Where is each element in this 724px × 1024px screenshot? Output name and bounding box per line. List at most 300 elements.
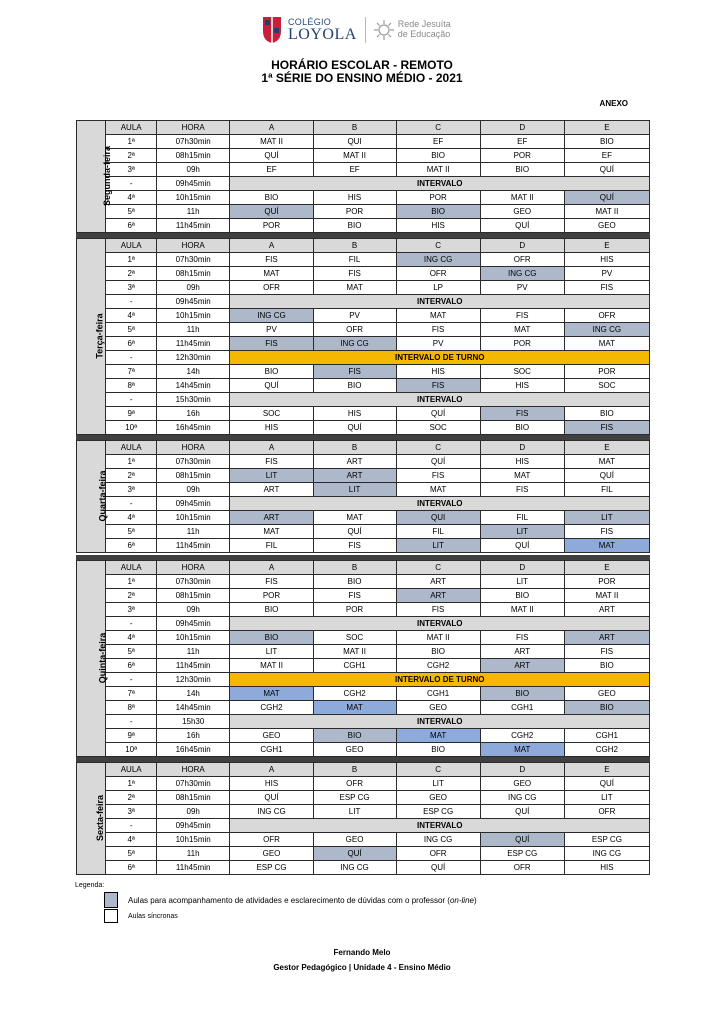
lesson-number: 2ª xyxy=(106,149,156,163)
table-row xyxy=(77,379,650,393)
column-header: AULA xyxy=(106,239,156,253)
subject-cell: HIS xyxy=(313,191,396,205)
lesson-number: 6ª xyxy=(106,539,156,553)
lesson-number: 4ª xyxy=(106,191,156,205)
subject-cell: OFR xyxy=(313,323,396,337)
subject-cell: QUÍ xyxy=(564,469,649,483)
subject-cell: OFR xyxy=(564,805,649,819)
lesson-time: 11h45min xyxy=(156,659,230,673)
subject-cell: MAT II xyxy=(480,191,564,205)
lesson-number: 2ª xyxy=(106,469,156,483)
subject-cell: FIS xyxy=(313,589,396,603)
subject-cell: EF xyxy=(564,149,649,163)
logo-divider xyxy=(365,17,366,43)
table-row xyxy=(77,323,650,337)
sun-emblem-icon xyxy=(374,20,394,40)
lesson-time: 11h xyxy=(156,323,230,337)
column-header: E xyxy=(564,121,649,135)
table-row xyxy=(77,861,650,875)
school-logo xyxy=(262,13,451,47)
subject-cell: CGH2 xyxy=(313,687,396,701)
lesson-time: 14h xyxy=(156,365,230,379)
subject-cell: QUÍ xyxy=(564,163,649,177)
subject-cell: POR xyxy=(313,603,396,617)
subject-cell: SOC xyxy=(230,407,313,421)
table-row xyxy=(77,351,650,365)
subject-cell: MAT II xyxy=(480,603,564,617)
subject-cell: ART xyxy=(230,511,313,525)
table-row xyxy=(77,539,650,553)
lesson-number: - xyxy=(106,617,156,631)
lesson-number: 3ª xyxy=(106,483,156,497)
subject-cell: BIO xyxy=(313,729,396,743)
table-row xyxy=(77,309,650,323)
lesson-number: 7ª xyxy=(106,687,156,701)
subject-cell: FIS xyxy=(480,483,564,497)
subject-cell: ING CG xyxy=(313,337,396,351)
column-header: HORA xyxy=(156,441,230,455)
day-name: Terça-feira xyxy=(94,313,105,359)
lesson-number: - xyxy=(106,819,156,833)
column-header: HORA xyxy=(156,239,230,253)
legend-swatch-async xyxy=(104,892,118,908)
section-divider xyxy=(76,757,650,762)
schedule-table xyxy=(76,440,650,553)
lesson-number: 2ª xyxy=(106,589,156,603)
table-row xyxy=(77,847,650,861)
subject-cell: ING CG xyxy=(230,309,313,323)
subject-cell: POR xyxy=(564,575,649,589)
day-name: Segunda-feira xyxy=(102,145,113,207)
legend-swatch-sync xyxy=(104,909,118,923)
lesson-time: 09h45min xyxy=(156,497,230,511)
lesson-time: 11h45min xyxy=(156,337,230,351)
subject-cell: CGH2 xyxy=(230,701,313,715)
subject-cell: MAT II xyxy=(230,135,313,149)
column-header: B xyxy=(313,763,396,777)
subject-cell: CGH1 xyxy=(564,729,649,743)
lesson-number: 6ª xyxy=(106,861,156,875)
table-row xyxy=(77,511,650,525)
lesson-time: 07h30min xyxy=(156,135,230,149)
subject-cell: MAT xyxy=(564,539,649,553)
legend-item-sync xyxy=(104,909,178,923)
table-row xyxy=(77,673,650,687)
subject-cell: MAT xyxy=(396,483,480,497)
subject-cell: BIO xyxy=(480,687,564,701)
subject-cell: CGH2 xyxy=(396,659,480,673)
subject-cell: ESP CG xyxy=(396,805,480,819)
subject-cell: QUÍ xyxy=(313,847,396,861)
table-row xyxy=(77,687,650,701)
subject-cell: SOC xyxy=(396,421,480,435)
table-row xyxy=(77,497,650,511)
day-label xyxy=(77,763,106,875)
subject-cell: FIS xyxy=(230,337,313,351)
table-row xyxy=(77,393,650,407)
subject-cell: HIS xyxy=(564,253,649,267)
subject-cell: FIL xyxy=(480,511,564,525)
subject-cell: HIS xyxy=(396,365,480,379)
schedule-table xyxy=(76,120,650,233)
table-row xyxy=(77,791,650,805)
subject-cell: EF xyxy=(480,135,564,149)
subject-cell: EF xyxy=(396,135,480,149)
header-row xyxy=(77,441,650,455)
lesson-time: 11h45min xyxy=(156,539,230,553)
subject-cell: ART xyxy=(564,603,649,617)
subject-cell: FIS xyxy=(313,267,396,281)
column-header: D xyxy=(480,121,564,135)
header-row xyxy=(77,239,650,253)
lesson-time: 11h45min xyxy=(156,219,230,233)
lesson-time: 07h30min xyxy=(156,575,230,589)
lesson-time: 08h15min xyxy=(156,589,230,603)
subject-cell: QUÍ xyxy=(396,455,480,469)
subject-cell: ING CG xyxy=(230,805,313,819)
lesson-time: 10h15min xyxy=(156,511,230,525)
subject-cell: FIL xyxy=(564,483,649,497)
lesson-time: 12h30min xyxy=(156,673,230,687)
subject-cell: MAT xyxy=(480,323,564,337)
subject-cell: ART xyxy=(480,659,564,673)
subject-cell: OFR xyxy=(230,281,313,295)
subject-cell: BIO xyxy=(230,191,313,205)
subject-cell: GEO xyxy=(230,729,313,743)
day-label xyxy=(77,441,106,553)
column-header: E xyxy=(564,561,649,575)
subject-cell: MAT xyxy=(230,267,313,281)
column-header: C xyxy=(396,561,480,575)
subject-cell: ART xyxy=(564,631,649,645)
section-divider xyxy=(76,233,650,238)
lesson-time: 14h xyxy=(156,687,230,701)
logo-line1: COLÉGIO xyxy=(288,16,332,27)
lesson-time: 09h xyxy=(156,805,230,819)
network-logo xyxy=(374,20,451,40)
lesson-time: 11h45min xyxy=(156,861,230,875)
table-row xyxy=(77,729,650,743)
lesson-number: 4ª xyxy=(106,631,156,645)
lesson-number: 6ª xyxy=(106,659,156,673)
table-row xyxy=(77,617,650,631)
column-header: D xyxy=(480,441,564,455)
subject-cell: PV xyxy=(313,309,396,323)
subject-cell: QUÍ xyxy=(564,191,649,205)
subject-cell: GEO xyxy=(396,701,480,715)
column-header: AULA xyxy=(106,763,156,777)
break-cell: INTERVALO xyxy=(230,497,650,511)
subject-cell: POR xyxy=(230,589,313,603)
lesson-time: 12h30min xyxy=(156,351,230,365)
subject-cell: SOC xyxy=(313,631,396,645)
subject-cell: ESP CG xyxy=(230,861,313,875)
column-header: HORA xyxy=(156,763,230,777)
lesson-number: - xyxy=(106,673,156,687)
lesson-time: 14h45min xyxy=(156,379,230,393)
subject-cell: LIT xyxy=(230,645,313,659)
table-row xyxy=(77,219,650,233)
table-row xyxy=(77,163,650,177)
lesson-number: 5ª xyxy=(106,847,156,861)
lesson-time: 08h15min xyxy=(156,791,230,805)
subject-cell: MAT II xyxy=(564,589,649,603)
subject-cell: OFR xyxy=(480,861,564,875)
subject-cell: QUÍ xyxy=(230,379,313,393)
header-row xyxy=(77,763,650,777)
subject-cell: BIO xyxy=(564,407,649,421)
legend-text-async: Aulas para acompanhamento de atividades e esclarecimento de dúvidas com o professor (on-line) xyxy=(128,895,477,905)
subject-cell: FIS xyxy=(564,281,649,295)
subject-cell: FIS xyxy=(396,323,480,337)
subject-cell: MAT xyxy=(313,511,396,525)
column-header: C xyxy=(396,441,480,455)
subject-cell: ART xyxy=(313,455,396,469)
subject-cell: FIL xyxy=(230,539,313,553)
column-header: D xyxy=(480,763,564,777)
lesson-number: 2ª xyxy=(106,791,156,805)
break-cell: INTERVALO DE TURNO xyxy=(230,351,650,365)
column-header: A xyxy=(230,121,313,135)
subject-cell: POR xyxy=(230,219,313,233)
lesson-time: 08h15min xyxy=(156,149,230,163)
subject-cell: ESP CG xyxy=(313,791,396,805)
subject-cell: MAT xyxy=(480,469,564,483)
lesson-number: 1ª xyxy=(106,777,156,791)
subject-cell: FIS xyxy=(564,645,649,659)
subject-cell: BIO xyxy=(480,589,564,603)
subject-cell: MAT II xyxy=(564,205,649,219)
subject-cell: BIO xyxy=(564,135,649,149)
subject-cell: CGH1 xyxy=(396,687,480,701)
lesson-time: 11h xyxy=(156,847,230,861)
header-row xyxy=(77,121,650,135)
table-row xyxy=(77,805,650,819)
table-row xyxy=(77,701,650,715)
subject-cell: BIO xyxy=(230,365,313,379)
column-header: B xyxy=(313,121,396,135)
column-header: HORA xyxy=(156,561,230,575)
subject-cell: GEO xyxy=(480,777,564,791)
column-header: B xyxy=(313,239,396,253)
subject-cell: MAT II xyxy=(396,163,480,177)
day-label xyxy=(77,239,106,435)
subject-cell: QUÍ xyxy=(313,525,396,539)
lesson-time: 09h xyxy=(156,483,230,497)
subject-cell: QUÍ xyxy=(396,407,480,421)
subject-cell: PV xyxy=(564,267,649,281)
subject-cell: QUÍ xyxy=(230,149,313,163)
subject-cell: OFR xyxy=(396,267,480,281)
subject-cell: HIS xyxy=(230,421,313,435)
column-header: E xyxy=(564,763,649,777)
subject-cell: FIS xyxy=(230,455,313,469)
legend-title: Legenda: xyxy=(75,882,105,889)
subject-cell: FIS xyxy=(396,603,480,617)
subject-cell: BIO xyxy=(480,163,564,177)
lesson-time: 08h15min xyxy=(156,267,230,281)
subject-cell: ART xyxy=(313,469,396,483)
subject-cell: BIO xyxy=(480,421,564,435)
subject-cell: MAT II xyxy=(313,645,396,659)
break-cell: INTERVALO xyxy=(230,177,650,191)
column-header: A xyxy=(230,239,313,253)
subject-cell: CGH1 xyxy=(480,701,564,715)
table-row xyxy=(77,267,650,281)
lesson-time: 16h45min xyxy=(156,743,230,757)
subject-cell: FIS xyxy=(396,469,480,483)
lesson-number: 9ª xyxy=(106,729,156,743)
subject-cell: BIO xyxy=(396,205,480,219)
lesson-number: 5ª xyxy=(106,645,156,659)
subject-cell: BIO xyxy=(396,743,480,757)
subject-cell: HIS xyxy=(230,777,313,791)
table-row xyxy=(77,149,650,163)
lesson-number: 8ª xyxy=(106,379,156,393)
column-header: A xyxy=(230,561,313,575)
table-row xyxy=(77,407,650,421)
subject-cell: QUÍ xyxy=(480,805,564,819)
lesson-time: 11h xyxy=(156,525,230,539)
subject-cell: FIS xyxy=(564,525,649,539)
subject-cell: CGH2 xyxy=(564,743,649,757)
header-row xyxy=(77,561,650,575)
table-row xyxy=(77,589,650,603)
lesson-number: 2ª xyxy=(106,267,156,281)
lesson-number: - xyxy=(106,393,156,407)
network-line1: Rede Jesuíta xyxy=(397,19,451,30)
subject-cell: QUÍ xyxy=(480,219,564,233)
column-header: E xyxy=(564,239,649,253)
subject-cell: QUÍ xyxy=(230,205,313,219)
column-header: B xyxy=(313,561,396,575)
subject-cell: FIL xyxy=(313,253,396,267)
signature-name: Fernando Melo xyxy=(333,948,391,957)
column-header: AULA xyxy=(106,561,156,575)
table-row xyxy=(77,455,650,469)
day-label xyxy=(77,561,106,757)
subject-cell: MAT xyxy=(230,525,313,539)
subject-cell: FIS xyxy=(313,365,396,379)
table-row xyxy=(77,469,650,483)
subject-cell: OFR xyxy=(564,309,649,323)
subject-cell: PV xyxy=(396,337,480,351)
break-cell: INTERVALO xyxy=(230,819,650,833)
table-row xyxy=(77,365,650,379)
section-divider xyxy=(76,555,650,560)
lesson-time: 15h30min xyxy=(156,393,230,407)
table-row xyxy=(77,777,650,791)
subject-cell: FIS xyxy=(396,379,480,393)
subject-cell: CGH2 xyxy=(480,729,564,743)
subject-cell: GEO xyxy=(480,205,564,219)
legend-text-sync: Aulas síncronas xyxy=(128,912,178,920)
lesson-time: 11h xyxy=(156,645,230,659)
lesson-time: 10h15min xyxy=(156,833,230,847)
subject-cell: POR xyxy=(564,365,649,379)
lesson-number: 7ª xyxy=(106,365,156,379)
subject-cell: EF xyxy=(230,163,313,177)
lesson-time: 09h xyxy=(156,163,230,177)
lesson-number: 3ª xyxy=(106,603,156,617)
lesson-time: 09h45min xyxy=(156,819,230,833)
subject-cell: POR xyxy=(396,191,480,205)
subject-cell: ING CG xyxy=(564,323,649,337)
subject-cell: BIO xyxy=(230,603,313,617)
column-header: C xyxy=(396,763,480,777)
lesson-number: 6ª xyxy=(106,219,156,233)
subject-cell: PV xyxy=(230,323,313,337)
subject-cell: EF xyxy=(313,163,396,177)
schedule-table xyxy=(76,560,650,757)
break-cell: INTERVALO xyxy=(230,393,650,407)
lesson-number: - xyxy=(106,295,156,309)
lesson-time: 11h xyxy=(156,205,230,219)
subject-cell: LIT xyxy=(313,483,396,497)
lesson-number: 5ª xyxy=(106,205,156,219)
subject-cell: HIS xyxy=(480,379,564,393)
subject-cell: ING CG xyxy=(396,253,480,267)
subject-cell: LIT xyxy=(396,777,480,791)
table-row xyxy=(77,337,650,351)
column-header: AULA xyxy=(106,441,156,455)
subject-cell: ART xyxy=(396,575,480,589)
subject-cell: FIS xyxy=(480,309,564,323)
lesson-time: 07h30min xyxy=(156,455,230,469)
lesson-time: 10h15min xyxy=(156,631,230,645)
lesson-time: 16h45min xyxy=(156,421,230,435)
subject-cell: ING CG xyxy=(396,833,480,847)
lesson-time: 09h xyxy=(156,603,230,617)
break-cell: INTERVALO xyxy=(230,617,650,631)
subject-cell: QUÍ xyxy=(396,861,480,875)
logo-line2: LOYOLA xyxy=(288,25,357,43)
subject-cell: FIS xyxy=(564,421,649,435)
lesson-number: 3ª xyxy=(106,805,156,819)
subject-cell: BIO xyxy=(313,575,396,589)
subject-cell: LIT xyxy=(480,575,564,589)
subject-cell: MAT xyxy=(564,337,649,351)
lesson-number: - xyxy=(106,351,156,365)
lesson-number: 3ª xyxy=(106,281,156,295)
subject-cell: OFR xyxy=(396,847,480,861)
lesson-number: 3ª xyxy=(106,163,156,177)
lesson-number: 4ª xyxy=(106,511,156,525)
table-row xyxy=(77,819,650,833)
subject-cell: LP xyxy=(396,281,480,295)
subject-cell: QUI xyxy=(396,511,480,525)
lesson-number: 1ª xyxy=(106,253,156,267)
subject-cell: ING CG xyxy=(313,861,396,875)
subject-cell: MAT xyxy=(313,701,396,715)
subject-cell: CGH1 xyxy=(313,659,396,673)
break-cell: INTERVALO DE TURNO xyxy=(230,673,650,687)
lesson-number: 1ª xyxy=(106,455,156,469)
subject-cell: SOC xyxy=(564,379,649,393)
subject-cell: FIS xyxy=(230,253,313,267)
subject-cell: MAT xyxy=(396,309,480,323)
lesson-time: 09h xyxy=(156,281,230,295)
break-cell: INTERVALO xyxy=(230,295,650,309)
subject-cell: BIO xyxy=(313,379,396,393)
subject-cell: BIO xyxy=(396,645,480,659)
subject-cell: MAT xyxy=(564,455,649,469)
subject-cell: QUÍ xyxy=(230,791,313,805)
subject-cell: GEO xyxy=(230,847,313,861)
subject-cell: SOC xyxy=(480,365,564,379)
subject-cell: FIS xyxy=(480,631,564,645)
subject-cell: GEO xyxy=(396,791,480,805)
